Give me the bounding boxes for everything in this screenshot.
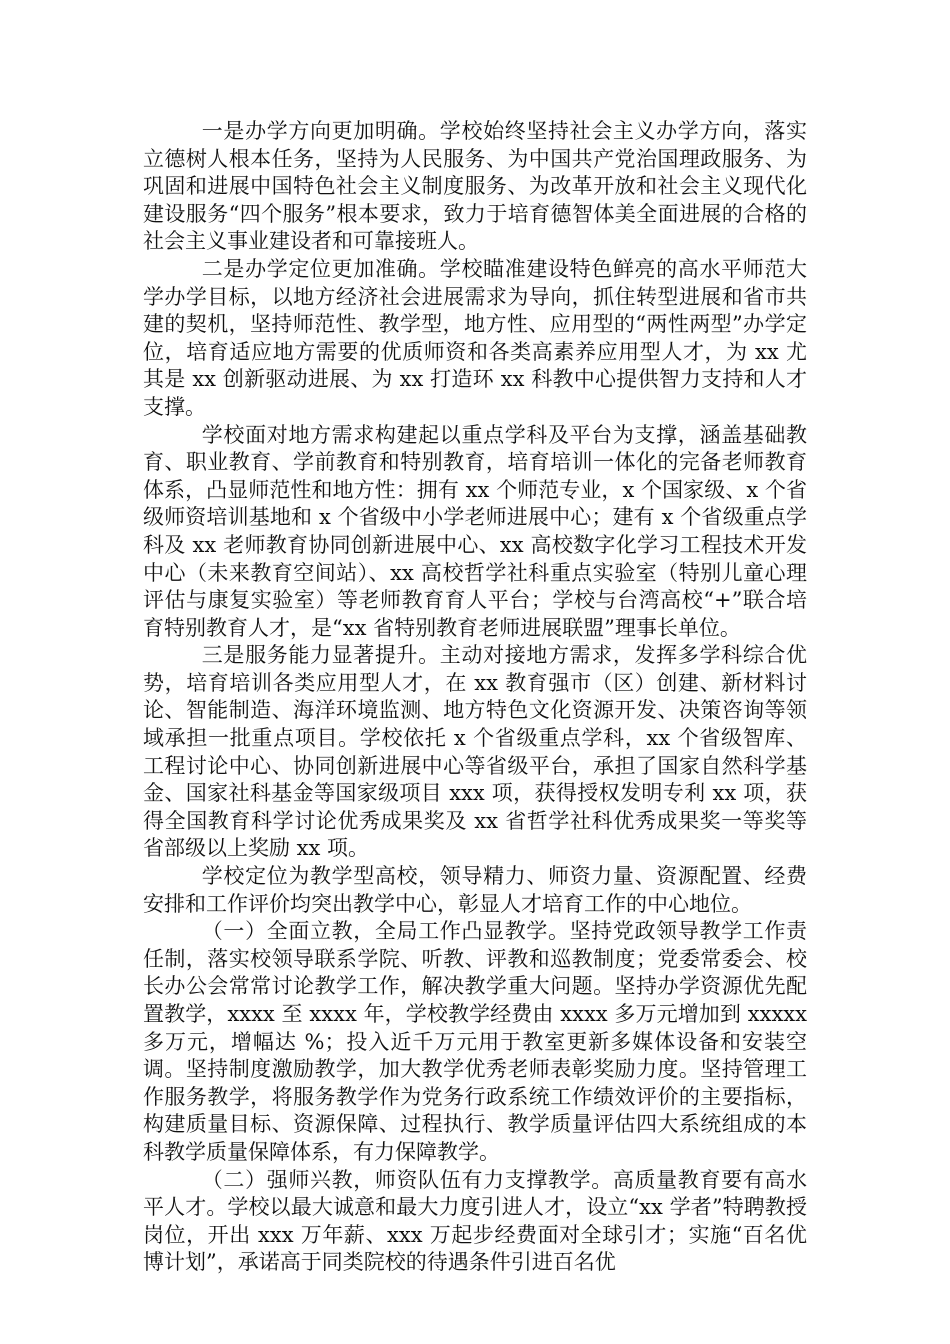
paragraph-section-one: （一）全面立教，全局工作凸显教学。坚持党政领导教学工作责任制，落实校领导联系学院、听教、评教和巡教制度；党委常委会、校长办公会常常讨论教学工作，解决教学重大问题。坚持办学资源优先配置教学，xxxx 至 xxxx 年，学校教学经费由 xxxx 多万元增加到 xxxxx 多万元，增幅达 %；投入近千万元用于教室更新多媒体设备和安装空调。坚持制度激励教学，加大教学优秀老师表彰奖励力度。坚持管理工作服务教学，将服务教学作为党务行政系统工作绩效评价的主要指标，构建质量目标、资源保障、过程执行、教学质量评估四大系统组成的本科教学质量保障体系，有力保障教学。 — [143, 919, 807, 1164]
paragraph-school-direction: 一是办学方向更加明确。学校始终坚持社会主义办学方向，落实立德树人根本任务，坚持为人民服务、为中国共产党治国理政服务、为巩固和进展中国特色社会主义制度服务、为改革开放和社会主义现代化建设服务“四个服务”根本要求，致力于培育德智体美全面进展的合格的社会主义事业建设者和可靠接班人。 — [143, 119, 807, 254]
paragraph-section-two: （二）强师兴教，师资队伍有力支撑教学。高质量教育要有高水平人才。学校以最大诚意和最大力度引进人才，设立“xx 学者”特聘教授岗位，开出 xxx 万年薪、xxx 万起步经费面对全球引才；实施“百名优博计划”，承诺高于同类院校的待遇条件引进百名优 — [143, 1167, 807, 1275]
paragraph-teaching-center: 学校定位为教学型高校，领导精力、师资力量、资源配置、经费安排和工作评价均突出教学中心，彰显人才培育工作的中心地位。 — [143, 864, 807, 916]
paragraph-service-capability: 三是服务能力显著提升。主动对接地方需求，发挥多学科综合优势，培育培训各类应用型人才，在 xx 教育强市（区）创建、新材料讨论、智能制造、海洋环境监测、地方特色文化资源开发、决策咨询等领域承担一批重点项目。学校依托 x 个省级重点学科，xx 个省级智库、工程讨论中心、协同创新进展中心等省级平台，承担了国家自然科学基金、国家社科基金等国家级项目 xxx 项，获得授权发明专利 xx 项，获得全国教育科学讨论优秀成果奖及 xx 省哲学社科优秀成果奖一等奖等省部级以上奖励 xx 项。 — [143, 643, 807, 861]
paragraph-teacher-education-system: 学校面对地方需求构建起以重点学科及平台为支撑，涵盖基础教育、职业教育、学前教育和特别教育，培育培训一体化的完备老师教育体系，凸显师范性和地方性：拥有 xx 个师范专业，x 个国家级、x 个省级师资培训基地和 x 个省级中小学老师进展中心；建有 x 个省级重点学科及 xx 老师教育协同创新进展中心、xx 高校数字化学习工程技术开发中心（未来教育空间站）、xx 高校哲学社科重点实验室（特别儿童心理评估与康复实验室）等老师教育育人平台；学校与台湾高校“+”联合培育特别教育人才，是“xx 省特别教育老师进展联盟”理事长单位。 — [143, 422, 807, 640]
document-page — [143, 118, 807, 1277]
paragraph-school-positioning: 二是办学定位更加准确。学校瞄准建设特色鲜亮的高水平师范大学办学目标，以地方经济社会进展需求为导向，抓住转型进展和省市共建的契机，坚持师范性、教学型，地方性、应用型的“两性两型”办学定位，培育适应地方需要的优质师资和各类高素养应用型人才，为 xx 尤其是 xx 创新驱动进展、为 xx 打造环 xx 科教中心提供智力支持和人才支撑。 — [143, 256, 807, 419]
